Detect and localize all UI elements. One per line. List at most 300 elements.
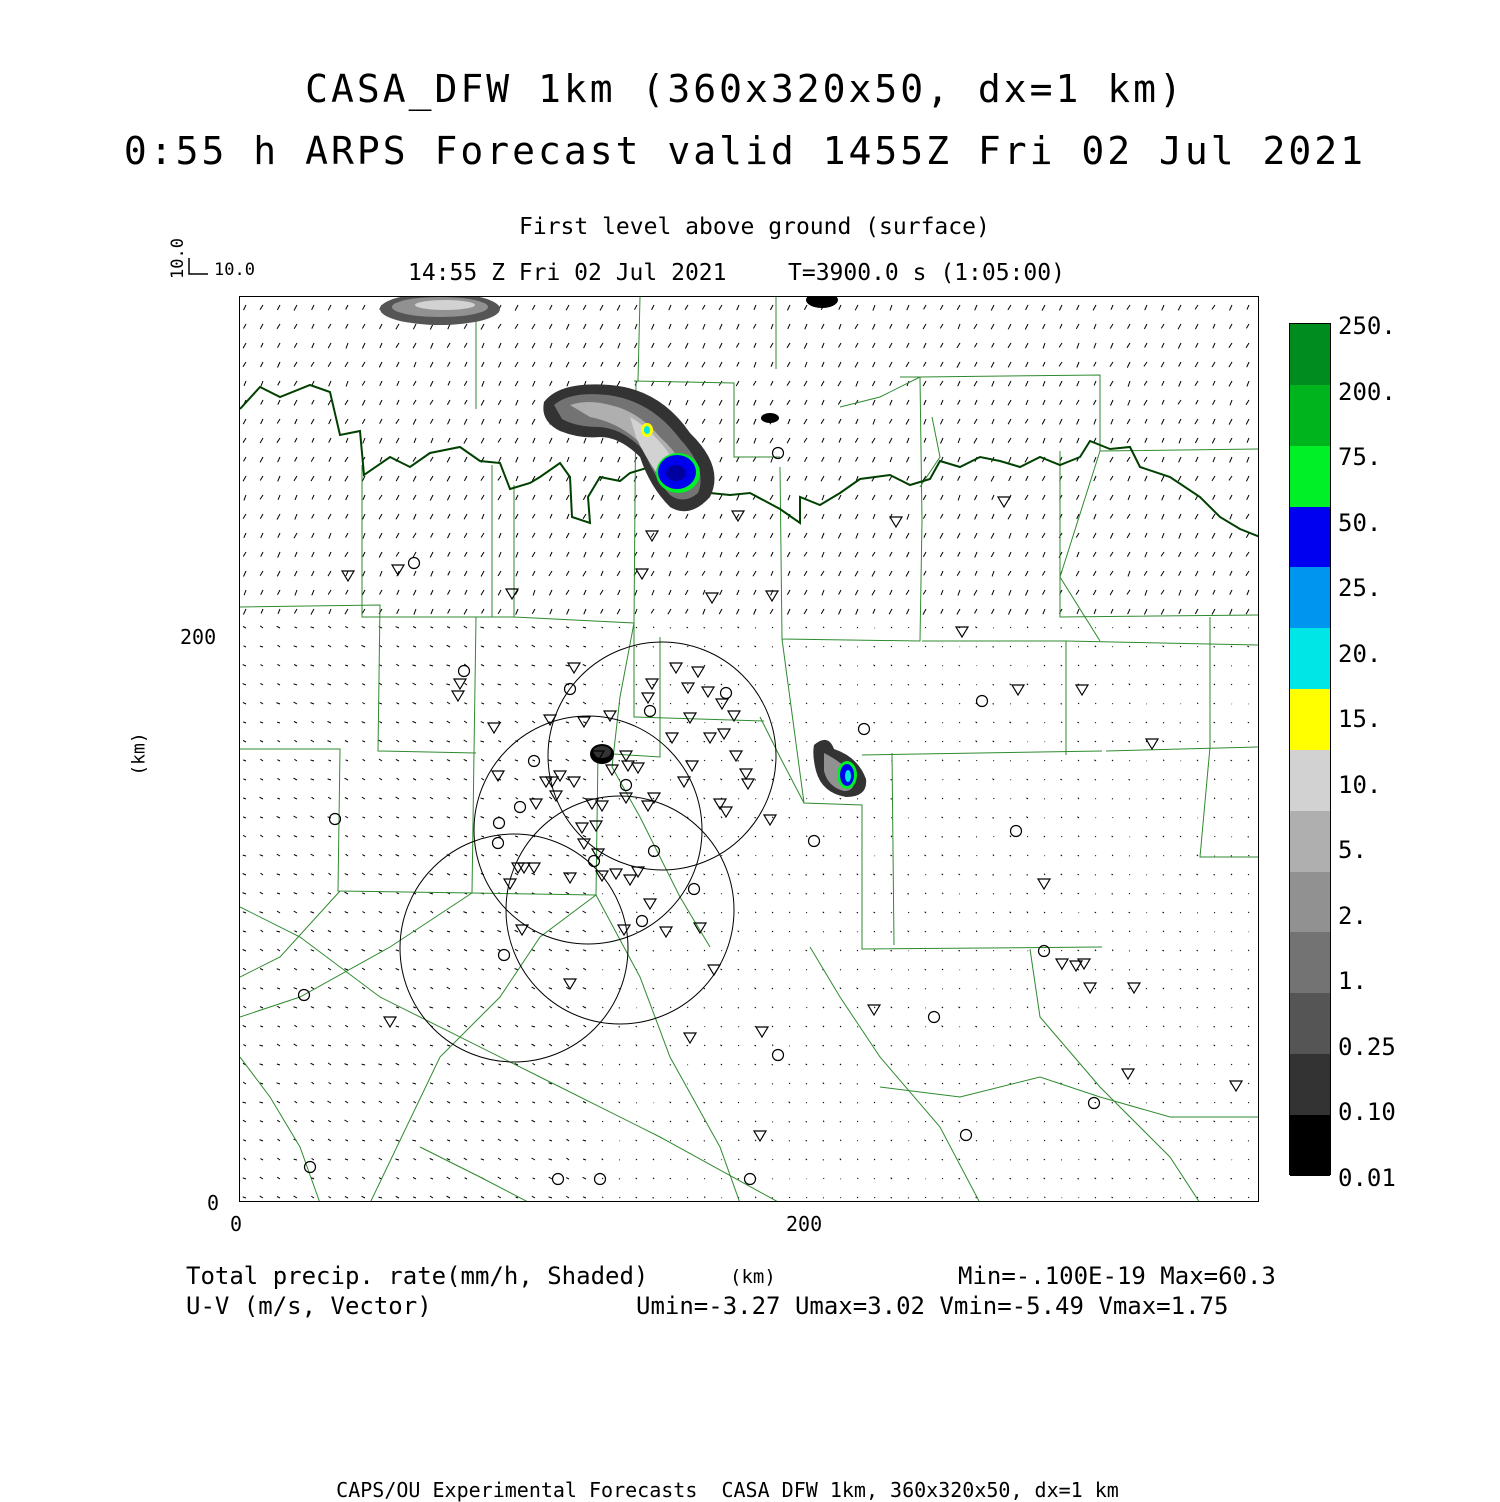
- wind-vector: [821, 609, 824, 614]
- wind-vector: [260, 988, 263, 989]
- wind-vector: [278, 476, 280, 481]
- wind-vector: [294, 305, 297, 311]
- wind-vector: [619, 817, 620, 818]
- wind-vector: [1077, 609, 1079, 614]
- wind-vector: [600, 552, 603, 557]
- wind-vector: [515, 778, 519, 780]
- wind-vector: [907, 1026, 909, 1027]
- wind-vector: [925, 969, 926, 970]
- wind-vector: [532, 1196, 535, 1198]
- wind-vector: [1044, 684, 1045, 685]
- wind-vector: [1246, 571, 1249, 576]
- wind-vector: [737, 438, 739, 443]
- wind-vector: [345, 552, 348, 557]
- wind-vector: [907, 457, 910, 462]
- wind-vector: [738, 855, 739, 856]
- wind-vector: [498, 702, 501, 704]
- station-triangle: [590, 821, 602, 831]
- wind-vector: [636, 1140, 637, 1141]
- wind-vector: [959, 951, 961, 952]
- wind-vector: [362, 968, 365, 970]
- wind-vector: [413, 817, 416, 818]
- wind-vector: [755, 817, 757, 818]
- wind-vector: [618, 590, 620, 595]
- wind-vector: [1144, 381, 1147, 386]
- wind-vector: [243, 855, 246, 856]
- wind-vector: [583, 1140, 586, 1141]
- wind-vector: [362, 873, 365, 875]
- wind-vector: [549, 797, 552, 799]
- wind-vector: [1180, 836, 1181, 837]
- wind-vector: [908, 761, 909, 762]
- wind-vector: [346, 305, 348, 310]
- station-triangle: [568, 663, 580, 673]
- wind-vector: [789, 741, 790, 742]
- wind-vector: [702, 400, 705, 405]
- wind-vector: [1179, 533, 1181, 539]
- wind-vector: [1144, 457, 1147, 462]
- wind-vector: [772, 836, 773, 837]
- wind-vector: [345, 1140, 348, 1141]
- wind-vector: [464, 381, 467, 386]
- wind-vector: [328, 1045, 331, 1046]
- wind-vector: [1146, 950, 1147, 951]
- wind-vector: [583, 873, 586, 875]
- wind-vector: [533, 1063, 536, 1065]
- wind-vector: [278, 495, 280, 500]
- wind-vector: [652, 684, 654, 685]
- wind-vector: [619, 893, 620, 894]
- wind-vector: [277, 626, 280, 628]
- wind-vector: [1214, 1197, 1215, 1198]
- wind-vector: [567, 1120, 569, 1122]
- wind-vector: [481, 400, 484, 406]
- wind-vector: [1214, 665, 1215, 666]
- field-description: Total precip. rate(mm/h, Shaded): [186, 1264, 648, 1288]
- wind-vector: [755, 1064, 756, 1065]
- station-triangle: [684, 1033, 696, 1043]
- wind-vector: [755, 836, 756, 837]
- wind-vector: [1196, 874, 1198, 875]
- wind-vector: [346, 343, 348, 349]
- wind-vector: [958, 419, 961, 424]
- wind-vector: [532, 1102, 535, 1103]
- wind-vector: [703, 552, 705, 558]
- wind-vector: [481, 684, 484, 685]
- wind-vector: [1145, 514, 1147, 519]
- wind-vector: [1094, 514, 1096, 519]
- wind-vector: [959, 684, 960, 685]
- wind-vector: [294, 1083, 297, 1084]
- wind-vector: [379, 514, 382, 519]
- wind-vector: [532, 609, 535, 614]
- wind-vector: [379, 740, 383, 742]
- wind-vector: [1112, 1159, 1113, 1160]
- wind-vector: [260, 1064, 264, 1065]
- wind-vector: [823, 1026, 824, 1027]
- wind-vector: [602, 1121, 603, 1122]
- wind-vector: [805, 362, 807, 367]
- wind-vector: [464, 703, 467, 704]
- wind-vector: [1110, 324, 1113, 329]
- precip-cell-north-west: [380, 297, 500, 325]
- wind-vector: [260, 571, 263, 576]
- wind-vector: [549, 324, 552, 329]
- wind-vector: [1229, 324, 1232, 329]
- wind-vector: [328, 665, 331, 666]
- wind-vector: [907, 324, 909, 329]
- wind-vector: [328, 779, 331, 780]
- wind-vector: [464, 1197, 467, 1198]
- wind-vector: [653, 1007, 654, 1008]
- wind-vector: [789, 1197, 790, 1198]
- wind-vector: [499, 343, 501, 348]
- wind-vector: [1112, 665, 1113, 666]
- wind-vector: [396, 1178, 399, 1180]
- wind-vector: [1214, 1121, 1215, 1122]
- wind-vector: [345, 1025, 348, 1027]
- wind-vector: [1061, 665, 1062, 666]
- wind-vector: [1248, 1064, 1249, 1065]
- wind-vector: [1008, 419, 1011, 424]
- wind-vector: [1009, 476, 1011, 481]
- wind-vector: [464, 1102, 467, 1103]
- wind-vector: [345, 400, 348, 405]
- wind-vector: [244, 457, 247, 461]
- wind-vector: [770, 400, 773, 405]
- wind-vector: [430, 1101, 433, 1103]
- wind-vector: [1044, 722, 1045, 723]
- wind-vector: [992, 438, 994, 443]
- wind-vector: [787, 343, 790, 348]
- wind-vector: [550, 1006, 553, 1008]
- wind-vector: [821, 476, 824, 481]
- wind-vector: [379, 759, 382, 761]
- wind-vector: [344, 722, 348, 723]
- wind-vector: [464, 855, 467, 856]
- station-triangle: [704, 733, 716, 743]
- wind-vector: [413, 1197, 416, 1198]
- wind-vector: [994, 1197, 995, 1198]
- wind-vector: [1010, 1178, 1012, 1179]
- wind-vector: [602, 723, 604, 724]
- wind-vector: [619, 627, 620, 628]
- wind-vector: [294, 722, 297, 724]
- wind-vector: [396, 683, 399, 685]
- wind-vector: [1027, 836, 1028, 837]
- wind-vector: [702, 381, 705, 386]
- wind-vector: [1195, 552, 1198, 557]
- wind-vector: [278, 645, 281, 647]
- wind-vector: [976, 1102, 977, 1103]
- wind-vector: [804, 419, 807, 424]
- wind-vector: [1146, 1007, 1147, 1008]
- wind-vector: [755, 665, 756, 666]
- wind-vector: [464, 798, 467, 799]
- wind-vector: [788, 457, 790, 461]
- wind-vector: [1230, 571, 1232, 576]
- wind-vector: [481, 855, 484, 856]
- wind-vector: [1129, 1102, 1130, 1103]
- wind-vector: [873, 457, 876, 462]
- wind-vector: [789, 646, 790, 647]
- wind-vector: [448, 438, 450, 442]
- wind-vector: [839, 514, 841, 519]
- wind-vector: [1163, 1197, 1164, 1198]
- wind-vector: [481, 722, 484, 723]
- wind-vector: [889, 419, 892, 424]
- wind-vector: [840, 912, 842, 913]
- wind-vector: [397, 646, 399, 647]
- wind-vector: [957, 609, 960, 615]
- wind-vector: [549, 476, 552, 481]
- wind-vector: [754, 419, 756, 425]
- wind-vector: [806, 722, 807, 723]
- wind-vector: [243, 684, 246, 685]
- wind-vector: [430, 893, 434, 894]
- wind-vector: [738, 1026, 739, 1027]
- wind-vector: [311, 836, 314, 837]
- wind-vector: [1162, 381, 1164, 386]
- wind-vector: [532, 702, 535, 704]
- wind-vector: [687, 931, 688, 932]
- wind-vector: [822, 343, 824, 348]
- wind-vector: [824, 646, 825, 647]
- wind-vector: [670, 1140, 671, 1141]
- station-circle: [553, 1174, 564, 1185]
- wind-vector: [975, 476, 978, 481]
- wind-vector: [277, 305, 280, 310]
- wind-vector: [583, 514, 586, 519]
- wind-vector: [602, 741, 603, 742]
- wind-vector: [533, 855, 536, 856]
- wind-vector: [772, 1007, 773, 1008]
- wind-vector: [1008, 324, 1011, 329]
- wind-vector: [1077, 305, 1079, 310]
- wind-vector: [840, 1122, 841, 1123]
- wind-vector: [738, 722, 740, 723]
- wind-vector: [838, 381, 841, 386]
- station-triangle: [1038, 879, 1050, 889]
- wind-vector: [602, 874, 603, 875]
- wind-vector: [448, 362, 451, 367]
- wind-vector: [583, 305, 586, 310]
- wind-vector: [653, 1045, 654, 1046]
- wind-vector: [925, 722, 926, 723]
- wind-vector: [277, 778, 280, 780]
- wind-vector: [277, 835, 280, 837]
- wind-vector: [379, 533, 382, 538]
- wind-vector: [1195, 571, 1198, 576]
- wind-vector: [601, 950, 603, 951]
- wind-vector: [261, 930, 263, 932]
- station-triangle: [488, 723, 500, 733]
- wind-vector: [721, 1064, 722, 1065]
- wind-vector: [942, 723, 943, 724]
- wind-vector: [924, 855, 926, 856]
- wind-vector: [294, 362, 297, 367]
- wind-vector: [1180, 684, 1181, 685]
- wind-vector: [839, 609, 842, 614]
- wind-vector: [891, 780, 893, 781]
- wind-vector: [772, 779, 773, 780]
- wind-vector: [942, 855, 943, 856]
- wind-vector: [430, 779, 433, 781]
- wind-vector: [1232, 951, 1233, 952]
- wind-vector: [549, 1140, 552, 1141]
- wind-vector: [533, 1140, 535, 1142]
- wind-vector: [396, 759, 399, 761]
- wind-vector: [1044, 760, 1045, 761]
- wind-vector: [584, 324, 587, 329]
- wind-vector: [1146, 1140, 1147, 1141]
- wind-vector: [839, 419, 841, 424]
- wind-vector: [857, 760, 858, 761]
- wind-vector: [1062, 836, 1063, 837]
- wind-vector: [447, 1101, 450, 1103]
- wind-vector: [653, 1121, 654, 1122]
- wind-vector: [498, 571, 501, 576]
- wind-vector: [498, 912, 501, 913]
- wind-vector: [719, 609, 722, 614]
- wind-vector: [447, 1082, 450, 1084]
- wind-vector: [738, 627, 740, 628]
- wind-vector: [958, 324, 960, 329]
- wind-vector: [1197, 1046, 1198, 1047]
- wind-vector: [294, 759, 297, 761]
- wind-vector: [738, 1140, 739, 1141]
- station-triangle: [518, 863, 530, 873]
- wind-vector: [839, 324, 841, 329]
- wind-vector: [583, 362, 586, 367]
- wind-vector: [619, 646, 620, 647]
- wind-vector: [1181, 1159, 1182, 1160]
- wind-vector: [840, 875, 841, 876]
- wind-vector: [1129, 931, 1130, 932]
- wind-vector: [1214, 722, 1215, 723]
- wind-vector: [412, 1026, 416, 1028]
- wind-vector: [890, 533, 892, 539]
- wind-vector: [1044, 874, 1045, 875]
- wind-vector: [772, 684, 773, 685]
- wind-vector: [600, 324, 603, 330]
- wind-vector: [993, 1121, 994, 1122]
- wind-vector: [823, 855, 824, 856]
- station-triangle: [528, 863, 540, 873]
- field-min-max: Min=-.100E-19 Max=60.3: [958, 1264, 1276, 1288]
- wind-vector: [1229, 476, 1232, 480]
- station-circle: [499, 950, 510, 961]
- wind-vector: [806, 1159, 807, 1160]
- wind-vector: [1027, 1197, 1028, 1198]
- wind-vector: [583, 684, 586, 685]
- wind-vector: [430, 1045, 433, 1046]
- wind-vector: [533, 590, 535, 595]
- wind-vector: [481, 571, 484, 577]
- wind-vector: [1163, 836, 1164, 837]
- wind-vector: [908, 798, 909, 799]
- wind-vector: [328, 1197, 331, 1199]
- wind-vector: [566, 892, 569, 894]
- wind-vector: [1163, 1064, 1164, 1065]
- wind-vector: [1178, 343, 1181, 349]
- wind-vector: [822, 457, 824, 462]
- wind-vector: [1129, 1121, 1131, 1122]
- wind-vector: [636, 627, 637, 628]
- wind-vector: [1095, 628, 1096, 629]
- wind-vector: [346, 854, 348, 856]
- wind-vector: [1230, 305, 1233, 310]
- wind-vector: [857, 627, 858, 628]
- wind-vector: [481, 533, 484, 538]
- wind-vector: [532, 627, 535, 628]
- wind-vector: [1230, 609, 1232, 615]
- wind-vector: [738, 1045, 739, 1046]
- wind-vector: [295, 1101, 298, 1103]
- wind-vector: [770, 495, 773, 500]
- wind-vector: [243, 343, 246, 348]
- wind-vector: [515, 1025, 518, 1027]
- wind-vector: [789, 779, 790, 780]
- wind-vector: [515, 1121, 519, 1122]
- wind-vector: [889, 609, 892, 614]
- wind-vector: [1248, 722, 1249, 723]
- wind-vector: [499, 855, 502, 856]
- wind-vector: [957, 533, 960, 538]
- wind-vector: [636, 1026, 637, 1027]
- wind-vector: [635, 324, 637, 329]
- wind-vector: [942, 1007, 943, 1008]
- wind-vector: [670, 1083, 671, 1084]
- station-triangle: [718, 729, 730, 739]
- wind-vector: [311, 1007, 314, 1008]
- wind-vector: [925, 836, 926, 837]
- wind-vector: [653, 988, 655, 989]
- wind-vector: [260, 835, 263, 837]
- wind-vector: [1163, 1121, 1164, 1122]
- wind-vector: [1043, 362, 1045, 367]
- wind-vector: [311, 1063, 315, 1065]
- wind-vector: [855, 362, 858, 367]
- wind-vector: [1010, 722, 1012, 723]
- wind-vector: [1247, 362, 1249, 367]
- wind-vector: [1196, 400, 1198, 404]
- wind-vector: [260, 702, 263, 704]
- wind-vector: [670, 799, 671, 800]
- wind-vector: [550, 381, 552, 386]
- wind-vector: [328, 571, 331, 576]
- wind-vector: [465, 683, 468, 685]
- wind-vector: [345, 912, 348, 913]
- wind-vector: [379, 1158, 382, 1160]
- wind-vector: [260, 1026, 263, 1027]
- wind-vector: [396, 855, 399, 857]
- wind-vector: [549, 438, 552, 444]
- wind-vector: [583, 855, 586, 857]
- wind-vector: [789, 665, 790, 666]
- wind-vector: [806, 1102, 807, 1103]
- wind-vector: [858, 893, 859, 894]
- wind-vector: [721, 703, 722, 704]
- wind-vector: [464, 1025, 467, 1027]
- wind-vector: [720, 457, 722, 462]
- wind-vector: [311, 609, 314, 615]
- wind-vector: [1061, 1102, 1062, 1103]
- wind-vector: [413, 495, 416, 500]
- wind-vector: [788, 419, 790, 424]
- wind-vector: [515, 665, 518, 666]
- wind-vector: [396, 912, 399, 913]
